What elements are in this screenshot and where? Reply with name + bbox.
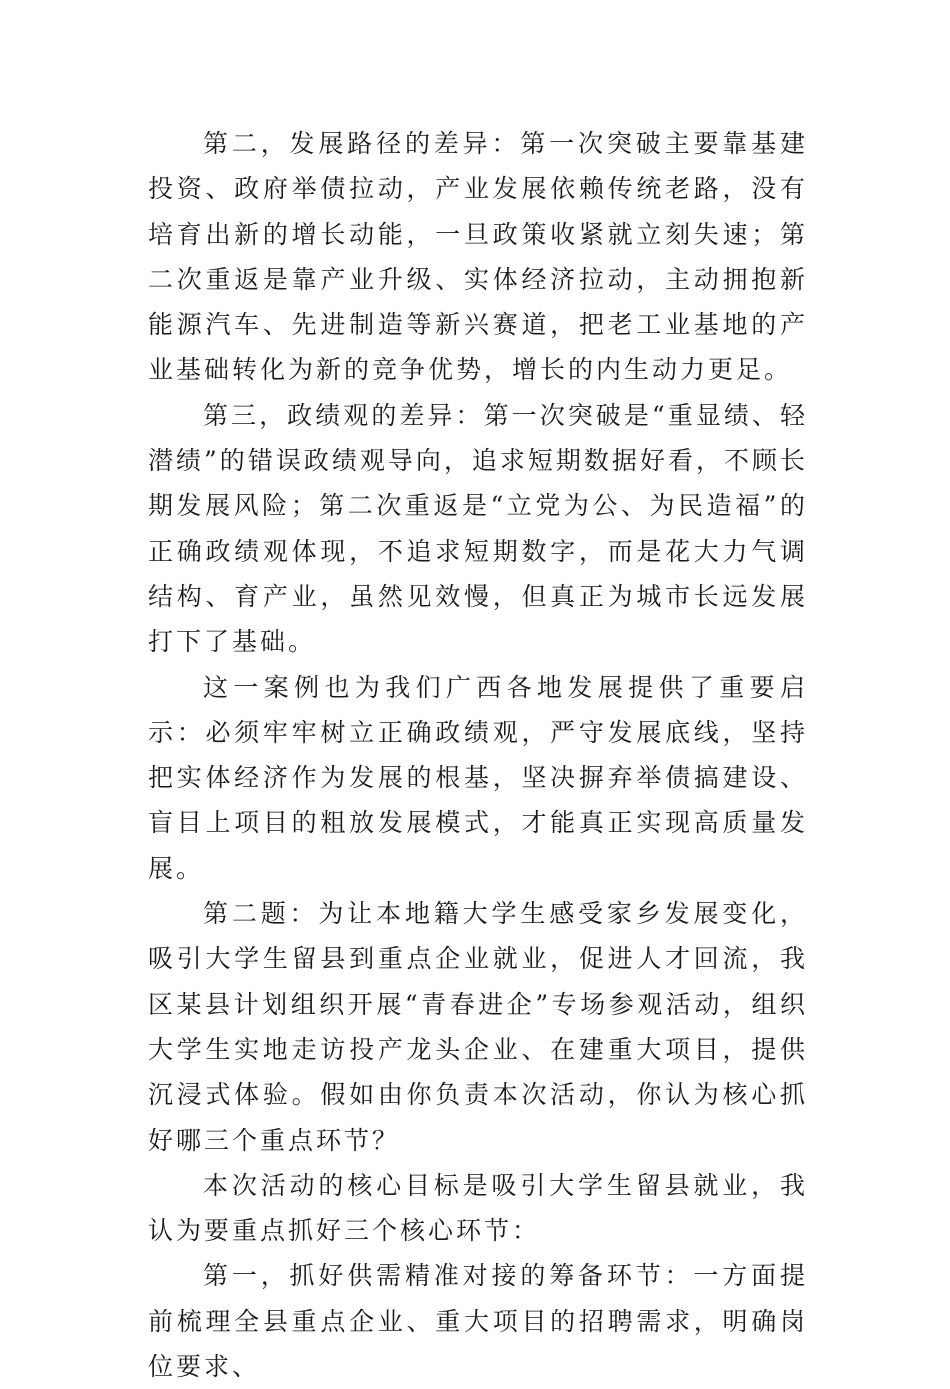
paragraph-answer-intro: 本次活动的核心目标是吸引大学生留县就业，我认为要重点抓好三个核心环节： <box>148 1170 808 1246</box>
paragraph-guangxi-inspiration: 这一案例也为我们广西各地发展提供了重要启示：必须牢牢树立正确政绩观，严守发展底线，坚持把实体经济作为发展的根基，坚决摒弃举债搞建设、盲目上项目的粗放发展模式，才能真正实现高质量发展。 <box>148 672 808 883</box>
paragraph-performance-view: 第三，政绩观的差异：第一次突破是“重显绩、轻潜绩”的错误政绩观导向，追求短期数据好看，不顾长期发展风险；第二次重返是“立党为公、为民造福”的正确政绩观体现，不追求短期数字，而是花大力气调结构、育产业，虽然见效慢，但真正为城市长远发展打下了基础。 <box>148 400 808 657</box>
paragraph-question-two: 第二题：为让本地籍大学生感受家乡发展变化，吸引大学生留县到重点企业就业，促进人才回流，我区某县计划组织开展“青春进企”专场参观活动，组织大学生实地走访投产龙头企业、在建重大项目，提供沉浸式体验。假如由你负责本次活动，你认为核心抓好哪三个重点环节？ <box>148 899 808 1155</box>
paragraph-development-path: 第二，发展路径的差异：第一次突破主要靠基建投资、政府举债拉动，产业发展依赖传统老路，没有培育出新的增长动能，一旦政策收紧就立刻失速；第二次重返是靠产业升级、实体经济拉动，主动拥抱新能源汽车、先进制造等新兴赛道，把老工业基地的产业基础转化为新的竞争优势，增长的内生动力更足。 <box>148 129 808 385</box>
paragraph-first-step: 第一，抓好供需精准对接的筹备环节：一方面提前梳理全县重点企业、重大项目的招聘需求，明确岗位要求、 <box>148 1261 808 1382</box>
document-body <box>148 121 808 1389</box>
